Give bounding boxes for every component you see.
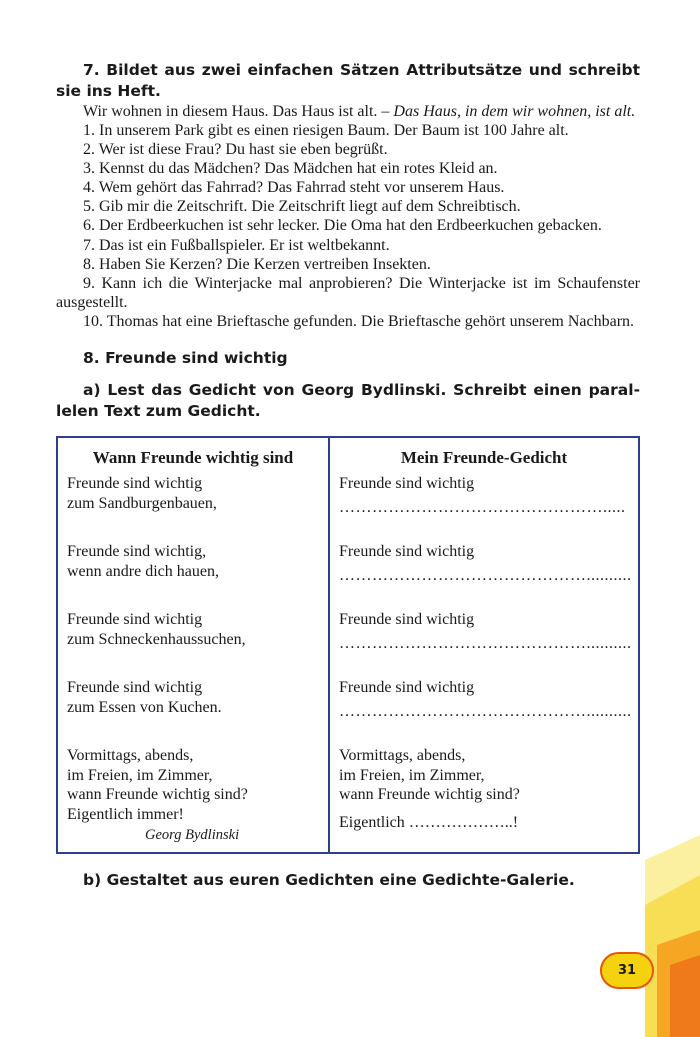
poem-line: wenn andre dich hauen, (67, 562, 219, 580)
list-item: 7. Das ist ein Fußballspieler. Er ist weltbekannt. (83, 236, 390, 254)
poem-line: Freunde sind wichtig (339, 475, 475, 493)
poem-line: Vormittags, abends, (339, 747, 466, 765)
poem-left-title: Wann Freunde wichtig sind (92, 448, 294, 468)
blank-line: ……………………………………….......... (339, 702, 632, 720)
poem-line: Vormittags, abends, (67, 747, 194, 765)
blank-line: …………………………………………..... (339, 498, 626, 516)
poem-line: zum Schneckenhaussuchen, (67, 630, 246, 648)
right-stanza-2 (339, 542, 638, 610)
blank-line: ……………………………………….......... (339, 566, 632, 584)
poem-right-title: Mein Freunde-Gedicht (400, 448, 568, 468)
list-item: 4. Wem gehört das Fahrrad? Das Fahrrad steht vor unserem Haus. (83, 179, 505, 197)
list-item: 9. Kann ich die Winterjacke mal anprobieren? Die Winterjacke ist im Schaufenster ausgestellt. (56, 274, 640, 311)
task8a-instruction: a) Lest das Gedicht von Georg Bydlinski. Schreibt einen parallelen Text zum Gedicht. (56, 381, 640, 421)
task8b-instruction: b) Gestaltet aus euren Gedichten eine Gedichte-Galerie. (83, 870, 575, 889)
task7-heading: 7. Bildet aus zwei einfachen Sätzen Attributsätze und schreibt sie ins Heft. (56, 61, 640, 100)
list-item: 10. Thomas hat eine Brieftasche gefunden. Die Brieftasche gehört unserem Nachbarn. (83, 312, 635, 330)
poem-line: Eigentlich immer! (67, 805, 184, 823)
sentence-list (56, 121, 640, 331)
list-item: 2. Wer ist diese Frau? Du hast sie eben begrüßt. (83, 141, 388, 159)
task7-example (56, 102, 640, 121)
page-number-badge: 31 (600, 952, 654, 989)
poem-right-column (329, 437, 639, 853)
poem-line: Freunde sind wichtig (67, 611, 203, 629)
poem-author: Georg Bydlinski (145, 827, 240, 844)
left-stanza-1 (67, 474, 328, 542)
poem-line: im Freien, im Zimmer, (67, 766, 213, 784)
poem-line: im Freien, im Zimmer, (339, 766, 485, 784)
example-plain: Wir wohnen in diesem Haus. Das Haus ist alt. – (83, 103, 394, 120)
left-stanza-2 (67, 542, 328, 610)
right-stanza-4 (339, 678, 638, 746)
poem-table (56, 436, 640, 854)
list-item: 6. Der Erdbeerkuchen ist sehr lecker. Die Oma hat den Erdbeerkuchen gebacken. (83, 217, 602, 235)
poem-line: Freunde sind wichtig (339, 543, 475, 561)
poem-line: Freunde sind wichtig (67, 475, 203, 493)
list-item: 5. Gib mir die Zeitschrift. Die Zeitschrift liegt auf dem Schreibtisch. (83, 198, 521, 216)
left-stanza-4 (67, 678, 328, 746)
list-item: 1. In unserem Park gibt es einen riesigen Baum. Der Baum ist 100 Jahre alt. (83, 122, 569, 139)
poem-line: Freunde sind wichtig, (67, 543, 207, 561)
example-answer: Das Haus, in dem wir wohnen, ist alt. (393, 103, 636, 120)
poem-line: zum Essen von Kuchen. (67, 698, 222, 716)
poem-line: wann Freunde wichtig sind? (339, 786, 520, 804)
left-stanza-3 (67, 610, 328, 678)
poem-closing-line: Eigentlich ………………..! (339, 813, 519, 831)
poem-line: wann Freunde wichtig sind? (67, 786, 248, 804)
poem-line: Freunde sind wichtig (339, 611, 475, 629)
poem-line: zum Sandburgenbauen, (67, 494, 217, 512)
right-stanza-1 (339, 474, 638, 542)
poem-left-column (57, 437, 329, 853)
task8-heading: 8. Freunde sind wichtig (83, 349, 288, 368)
page-content (56, 60, 640, 891)
right-stanza-5 (339, 746, 638, 832)
page-corner-decoration (645, 835, 700, 1037)
list-item: 3. Kennst du das Mädchen? Das Mädchen hat ein rotes Kleid an. (83, 160, 498, 178)
right-stanza-3 (339, 610, 638, 678)
left-stanza-5 (67, 746, 328, 852)
blank-line: ……………………………………….......... (339, 634, 632, 652)
poem-line: Freunde sind wichtig (339, 679, 475, 697)
list-item: 8. Haben Sie Kerzen? Die Kerzen vertreiben Insekten. (83, 255, 431, 273)
poem-line: Freunde sind wichtig (67, 679, 203, 697)
